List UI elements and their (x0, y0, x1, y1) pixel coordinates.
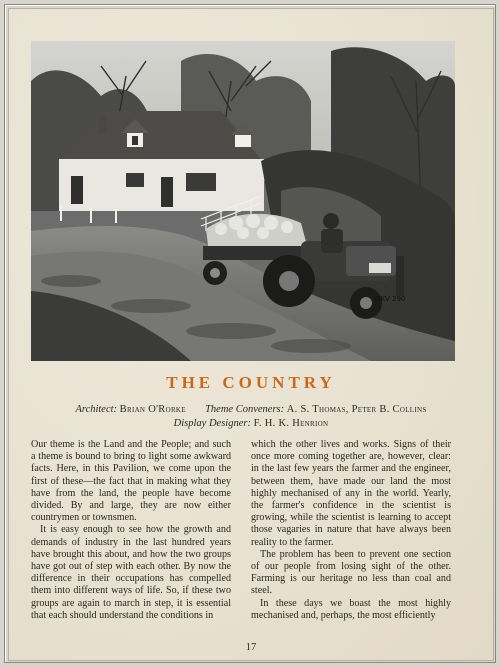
tractor-lane-illustration (31, 41, 455, 361)
section-heading: THE COUNTRY (166, 373, 336, 392)
conveners-names: A. S. Thomas, Peter B. Collins (286, 404, 427, 415)
designer-name: F. H. K. Henrion (253, 418, 329, 429)
credits-block (9, 403, 493, 431)
credits-line-1 (9, 403, 493, 417)
paragraph: The problem has been to prevent one section of our people from losing sight of the other. Farming is our heritage no less than coal and steel. (251, 548, 451, 597)
paragraph: which the other lives and works. Signs of their once more coming together are, however, clear: in the last few years the farmer and the engineer, between them, have made our land the most highly mechanised of any in the world. Yearly, the farmer's confidence in the scientist is growing, while the scientist is learning to accept those vagaries in nature that have always been reality to the farmer. (251, 439, 451, 548)
body-column-left (31, 439, 231, 634)
conveners-label: Theme Conveners: (205, 404, 285, 415)
paragraph: In these days we boast the most highly mechanised and, perhaps, the most efficiently (251, 597, 451, 621)
book-page (8, 8, 494, 661)
designer-label: Display Designer: (173, 418, 251, 429)
credits-line-2 (9, 417, 493, 431)
architect-name: Brian O'Rorke (119, 404, 186, 415)
registration-plate: GKV 290 (375, 295, 406, 303)
paragraph: It is easy enough to see how the growth and demands of industry in the last hundred years have brought this about, and how the two groups have got out of step with each other. By now the difference in their occupations has compelled them into different ways of life. So, if these two groups are again to march in step, it is essential that each should understand the conditions in (31, 524, 231, 621)
country-photograph (31, 41, 455, 361)
page-number: 17 (245, 642, 257, 653)
paragraph: Our theme is the Land and the People; and such a theme is bound to bring to light some awkward facts. Here, in this Pavilion, we come upon the first of these—the fact that in making what they have from the land, the people have become divided. By and large, they are now either countrymen or townsmen. (31, 439, 231, 524)
architect-label: Architect: (75, 404, 118, 415)
body-column-right (251, 439, 451, 634)
